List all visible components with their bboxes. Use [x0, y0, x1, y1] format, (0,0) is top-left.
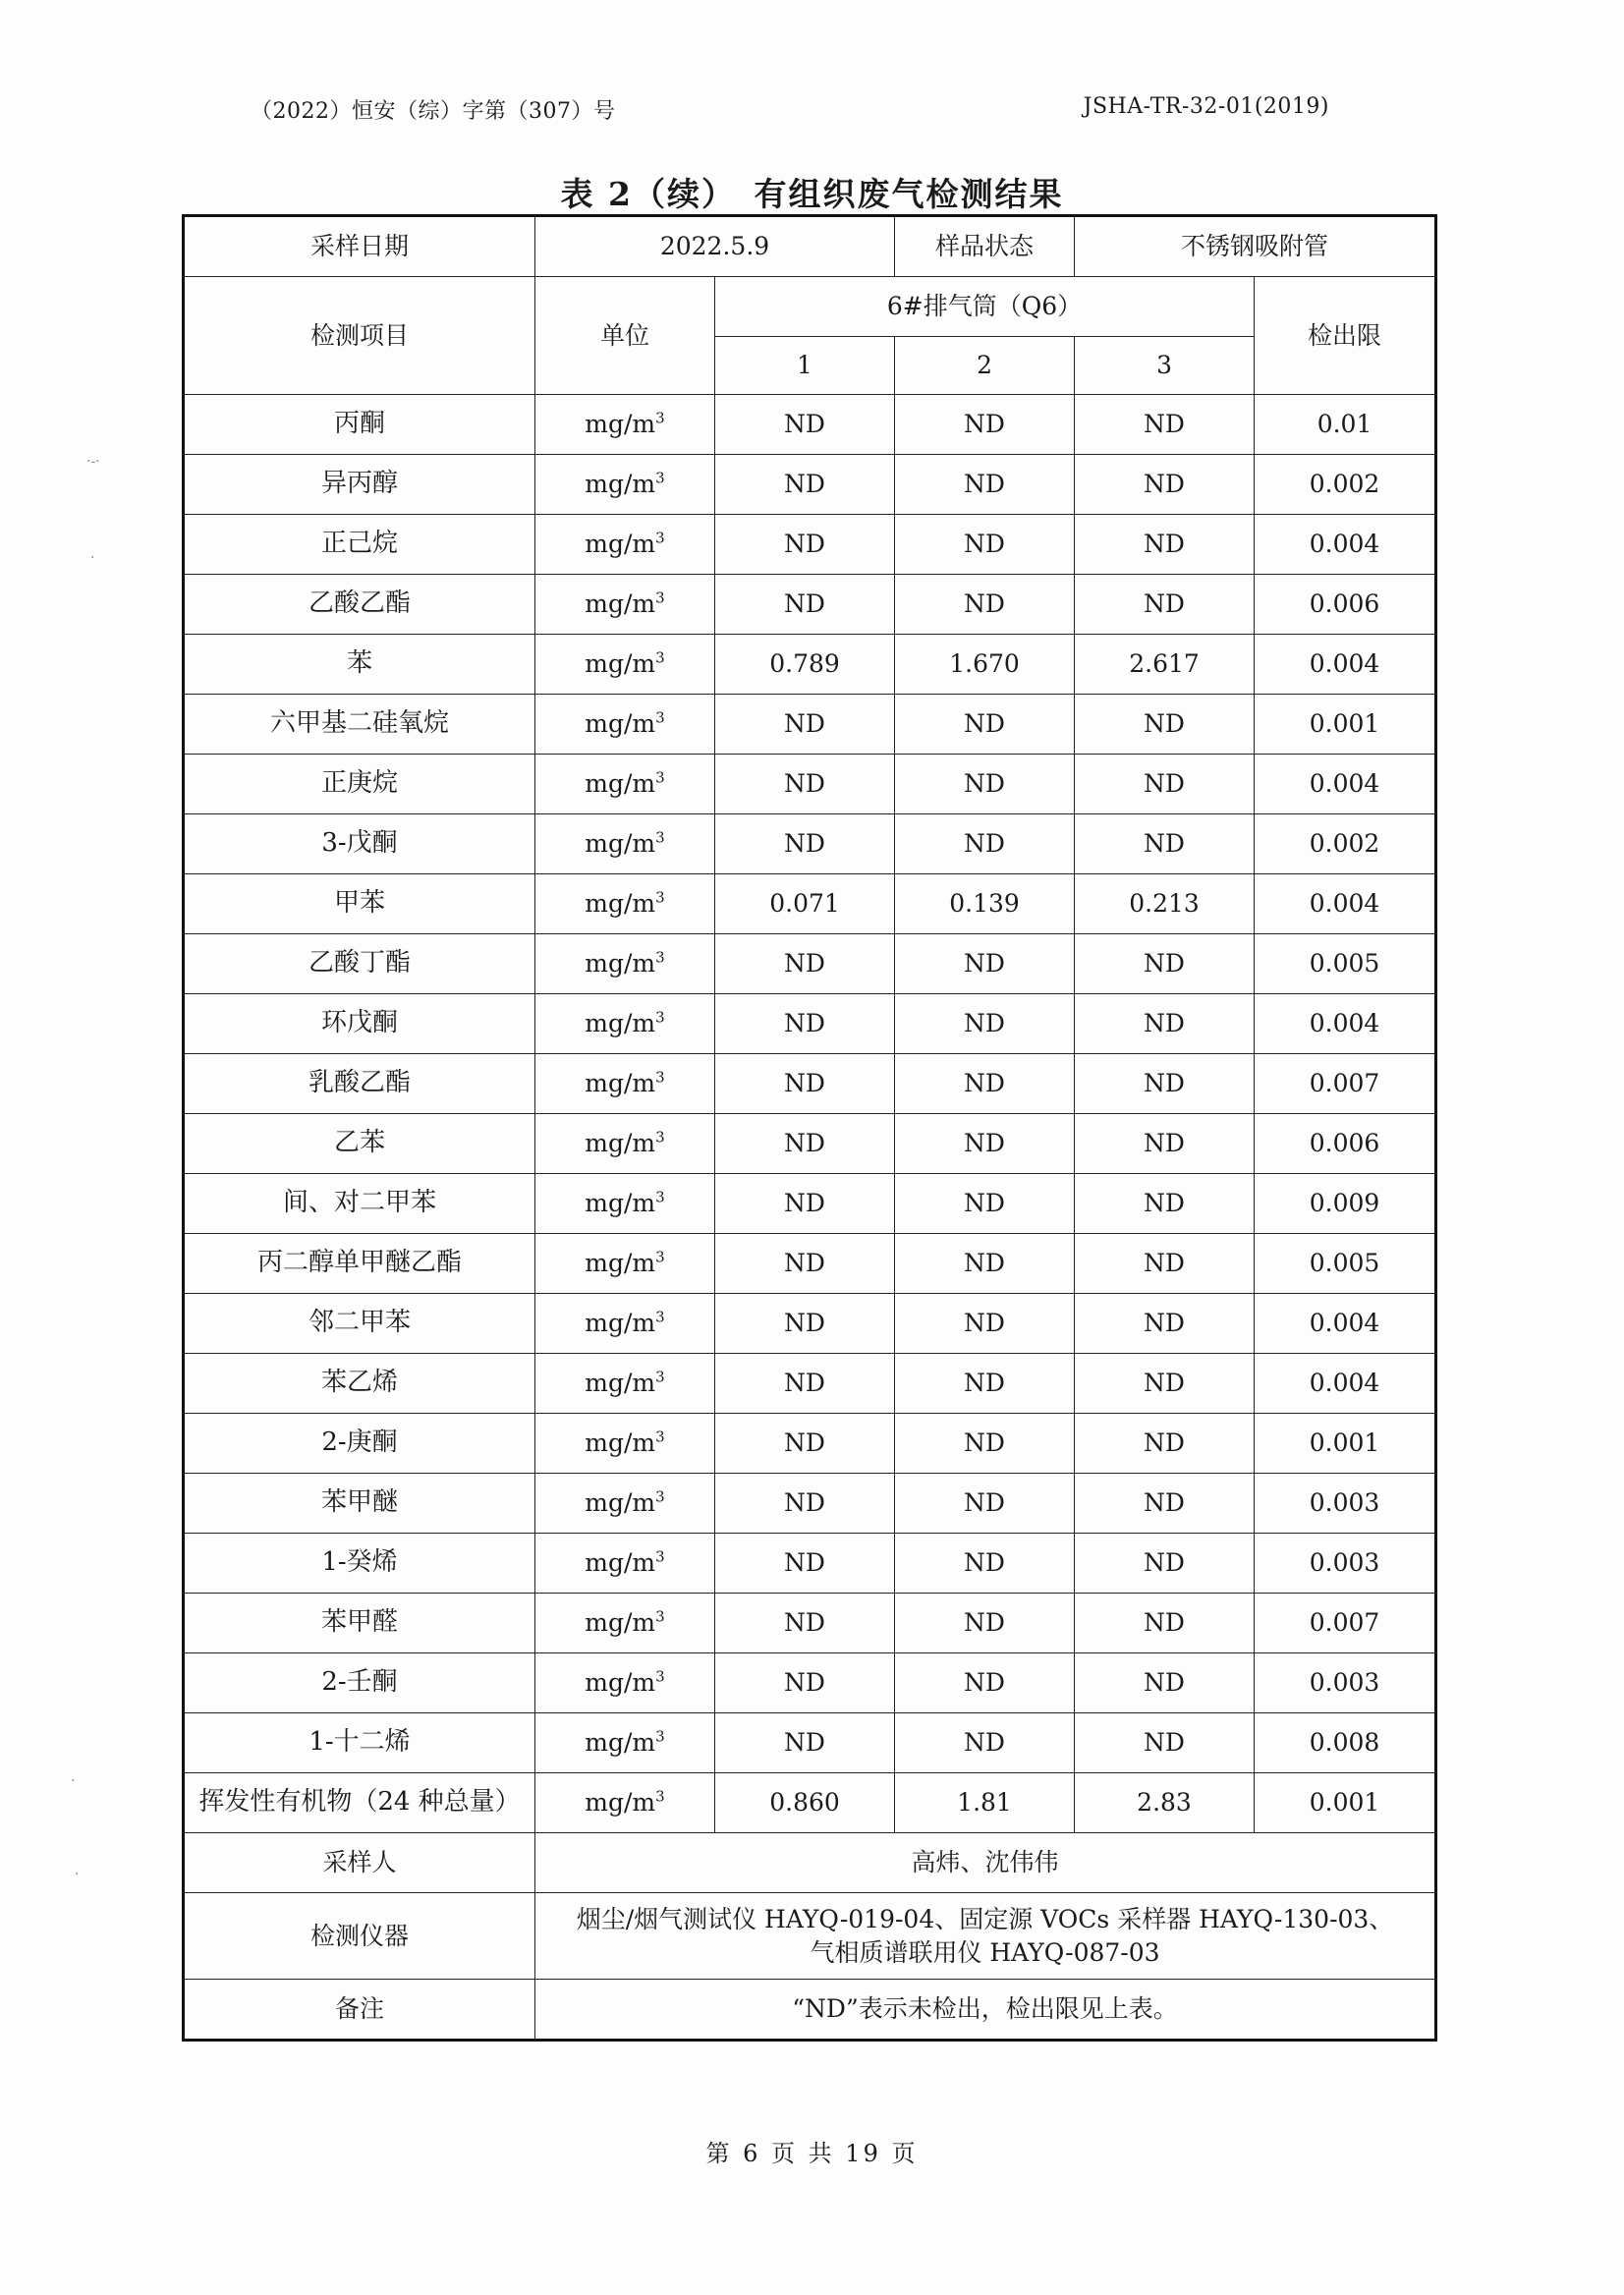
unit-base: mg/m	[585, 1189, 656, 1218]
sample-2-value: 0.139	[895, 874, 1075, 934]
detection-limit: 0.006	[1255, 575, 1436, 635]
unit-base: mg/m	[585, 769, 656, 799]
table-row	[184, 755, 1436, 814]
item-name: 苯	[184, 635, 535, 695]
unit-exponent: 3	[655, 588, 665, 607]
sample-3-value: 2.83	[1075, 1773, 1255, 1833]
unit-exponent: 3	[655, 1787, 665, 1806]
sample-2-value: ND	[895, 515, 1075, 575]
item-name: 丙二醇单甲醚乙酯	[184, 1234, 535, 1294]
unit-cell	[535, 994, 715, 1054]
table-row	[184, 1294, 1436, 1354]
unit-cell	[535, 1174, 715, 1234]
item-name: 1-十二烯	[184, 1713, 535, 1773]
sample-3-value: ND	[1075, 395, 1255, 455]
item-name: 苯甲醛	[184, 1594, 535, 1653]
sample-3-value: ND	[1075, 1174, 1255, 1234]
sample-1-value: ND	[715, 515, 895, 575]
sample-1-value: ND	[715, 1414, 895, 1474]
unit-base: mg/m	[585, 1488, 656, 1518]
date-value: 2022.5.9	[535, 216, 895, 277]
unit-exponent: 3	[655, 648, 665, 667]
detection-limit: 0.001	[1255, 1414, 1436, 1474]
unit-exponent: 3	[655, 1308, 665, 1326]
item-name: 1-癸烯	[184, 1534, 535, 1594]
unit-exponent: 3	[655, 1487, 665, 1506]
sample-3-value: ND	[1075, 1414, 1255, 1474]
unit-base: mg/m	[585, 1668, 656, 1698]
item-name: 丙酮	[184, 395, 535, 455]
sample-1-value: ND	[715, 994, 895, 1054]
unit-base: mg/m	[585, 709, 656, 739]
meta-row	[184, 216, 1436, 277]
sample-2-value: ND	[895, 1354, 1075, 1414]
sample-3-value: ND	[1075, 575, 1255, 635]
item-name: 邻二甲苯	[184, 1294, 535, 1354]
unit-cell	[535, 1294, 715, 1354]
table-row	[184, 1114, 1436, 1174]
table-row	[184, 1534, 1436, 1594]
sample-2-value: ND	[895, 1653, 1075, 1713]
sample-2-value: ND	[895, 1534, 1075, 1594]
sample-1-value: ND	[715, 455, 895, 515]
sample-3-value: ND	[1075, 1054, 1255, 1114]
table-row	[184, 575, 1436, 635]
detection-limit: 0.002	[1255, 814, 1436, 874]
detection-limit: 0.003	[1255, 1653, 1436, 1713]
sample-2-value: ND	[895, 575, 1075, 635]
item-name: 乙酸乙酯	[184, 575, 535, 635]
scan-speck: ·	[90, 550, 95, 566]
detection-limit: 0.005	[1255, 934, 1436, 994]
table-row	[184, 1054, 1436, 1114]
instrument-row	[184, 1893, 1436, 1980]
sample-3-value: 0.213	[1075, 874, 1255, 934]
sampler-label: 采样人	[184, 1833, 535, 1893]
unit-exponent: 3	[655, 1368, 665, 1386]
sample-3-value: ND	[1075, 455, 1255, 515]
detection-limit: 0.004	[1255, 1354, 1436, 1414]
sample-1-value: ND	[715, 1534, 895, 1594]
table-row	[184, 395, 1436, 455]
state-value: 不锈钢吸附管	[1075, 216, 1436, 277]
item-name: 甲苯	[184, 874, 535, 934]
unit-exponent: 3	[655, 1068, 665, 1087]
sample-3-value: ND	[1075, 1474, 1255, 1534]
unit-base: mg/m	[585, 1548, 656, 1578]
item-name: 3-戊酮	[184, 814, 535, 874]
sample-1-value: 0.789	[715, 635, 895, 695]
item-header: 检测项目	[184, 277, 535, 395]
sample-1-value: ND	[715, 814, 895, 874]
unit-cell	[535, 1354, 715, 1414]
sample-1-value: ND	[715, 575, 895, 635]
instrument-line-2: 气相质谱联用仪 HAYQ-087-03	[810, 1937, 1160, 1967]
table-row	[184, 814, 1436, 874]
instrument-value	[535, 1893, 1436, 1980]
unit-header: 单位	[535, 277, 715, 395]
unit-exponent: 3	[655, 1547, 665, 1566]
sample-3-value: ND	[1075, 1594, 1255, 1653]
detection-limit: 0.004	[1255, 1294, 1436, 1354]
unit-base: mg/m	[585, 1309, 656, 1338]
remark-value: “ND”表示未检出，检出限见上表。	[535, 1980, 1436, 2041]
unit-cell	[535, 455, 715, 515]
unit-exponent: 3	[655, 1727, 665, 1746]
detection-limit: 0.007	[1255, 1594, 1436, 1653]
item-name: 乳酸乙酯	[184, 1054, 535, 1114]
detection-limit: 0.009	[1255, 1174, 1436, 1234]
table-row	[184, 934, 1436, 994]
detection-limit: 0.002	[1255, 455, 1436, 515]
doc-number: （2022）恒安（综）字第（307）号	[251, 99, 616, 124]
table-row	[184, 1773, 1436, 1833]
sample-1-value: ND	[715, 755, 895, 814]
unit-cell	[535, 1594, 715, 1653]
table-row	[184, 1653, 1436, 1713]
unit-cell	[535, 1534, 715, 1594]
sample-2-value: ND	[895, 1114, 1075, 1174]
unit-base: mg/m	[585, 1728, 656, 1758]
table-row	[184, 1594, 1436, 1653]
sample-2-value: ND	[895, 1234, 1075, 1294]
item-name: 挥发性有机物（24 种总量）	[184, 1773, 535, 1833]
table-row	[184, 695, 1436, 755]
table-row	[184, 1234, 1436, 1294]
item-name: 2-庚酮	[184, 1414, 535, 1474]
unit-base: mg/m	[585, 1009, 656, 1038]
unit-exponent: 3	[655, 948, 665, 967]
sample-1-value: ND	[715, 1114, 895, 1174]
scan-speck: ·	[75, 1867, 80, 1882]
unit-cell	[535, 1653, 715, 1713]
table-row	[184, 455, 1436, 515]
table-title: 表 2（续） 有组织废气检测结果	[560, 175, 1064, 213]
instrument-label: 检测仪器	[184, 1893, 535, 1980]
sampler-value: 高炜、沈伟伟	[535, 1833, 1436, 1893]
sample-1-header: 1	[715, 337, 895, 395]
detection-limit: 0.004	[1255, 755, 1436, 814]
sample-1-value: ND	[715, 1234, 895, 1294]
unit-cell	[535, 1114, 715, 1174]
item-name: 乙酸丁酯	[184, 934, 535, 994]
sample-1-value: ND	[715, 1594, 895, 1653]
sample-2-value: ND	[895, 814, 1075, 874]
sample-2-header: 2	[895, 337, 1075, 395]
sample-1-value: ND	[715, 1054, 895, 1114]
unit-cell	[535, 874, 715, 934]
table-row	[184, 874, 1436, 934]
table-row	[184, 1474, 1436, 1534]
results-table	[182, 214, 1437, 2042]
unit-cell	[535, 395, 715, 455]
sample-1-value: ND	[715, 1294, 895, 1354]
sample-1-value: ND	[715, 1174, 895, 1234]
sample-3-value: ND	[1075, 934, 1255, 994]
detection-limit: 0.005	[1255, 1234, 1436, 1294]
sample-2-value: ND	[895, 755, 1075, 814]
unit-base: mg/m	[585, 1069, 656, 1098]
unit-exponent: 3	[655, 888, 665, 907]
item-name: 正己烷	[184, 515, 535, 575]
sample-1-value: ND	[715, 395, 895, 455]
item-name: 正庚烷	[184, 755, 535, 814]
unit-exponent: 3	[655, 828, 665, 847]
unit-base: mg/m	[585, 1249, 656, 1278]
instrument-line-1: 烟尘/烟气测试仪 HAYQ-019-04、固定源 VOCs 采样器 HAYQ-130-03、	[576, 1904, 1394, 1933]
sample-1-value: ND	[715, 695, 895, 755]
sample-3-value: 2.617	[1075, 635, 1255, 695]
table-row	[184, 1414, 1436, 1474]
form-code: JSHA-TR-32-01(2019)	[1083, 94, 1329, 119]
unit-exponent: 3	[655, 1248, 665, 1266]
table-row	[184, 635, 1436, 695]
scan-speck: ·	[71, 1773, 76, 1789]
item-name: 间、对二甲苯	[184, 1174, 535, 1234]
sample-3-value: ND	[1075, 994, 1255, 1054]
sample-2-value: 1.81	[895, 1773, 1075, 1833]
unit-exponent: 3	[655, 409, 665, 427]
unit-base: mg/m	[585, 649, 656, 679]
sample-2-value: ND	[895, 1174, 1075, 1234]
detection-limit: 0.003	[1255, 1534, 1436, 1594]
sample-3-value: ND	[1075, 1653, 1255, 1713]
sample-2-value: ND	[895, 1594, 1075, 1653]
sample-2-value: ND	[895, 395, 1075, 455]
item-name: 乙苯	[184, 1114, 535, 1174]
unit-cell	[535, 1054, 715, 1114]
item-name: 环戊酮	[184, 994, 535, 1054]
remark-row	[184, 1980, 1436, 2041]
sample-1-value: ND	[715, 1713, 895, 1773]
detection-limit: 0.007	[1255, 1054, 1436, 1114]
unit-base: mg/m	[585, 949, 656, 979]
unit-cell	[535, 934, 715, 994]
unit-cell	[535, 814, 715, 874]
unit-cell	[535, 515, 715, 575]
sample-3-value: ND	[1075, 814, 1255, 874]
sample-1-value: ND	[715, 1354, 895, 1414]
sample-2-value: ND	[895, 934, 1075, 994]
scan-speck: ·-·	[86, 454, 100, 470]
sample-3-value: ND	[1075, 1114, 1255, 1174]
sample-3-value: ND	[1075, 1354, 1255, 1414]
unit-base: mg/m	[585, 1608, 656, 1638]
sample-2-value: 1.670	[895, 635, 1075, 695]
table-row	[184, 994, 1436, 1054]
item-name: 苯乙烯	[184, 1354, 535, 1414]
outlet-header: 6#排气筒（Q6）	[715, 277, 1255, 337]
unit-cell	[535, 755, 715, 814]
unit-exponent: 3	[655, 1128, 665, 1147]
sample-3-value: ND	[1075, 1234, 1255, 1294]
sample-3-value: ND	[1075, 1534, 1255, 1594]
table-row	[184, 1713, 1436, 1773]
sample-1-value: ND	[715, 1653, 895, 1713]
sample-3-value: ND	[1075, 1294, 1255, 1354]
unit-base: mg/m	[585, 1788, 656, 1818]
sample-2-value: ND	[895, 455, 1075, 515]
unit-cell	[535, 1713, 715, 1773]
detection-limit: 0.008	[1255, 1713, 1436, 1773]
sample-3-value: ND	[1075, 755, 1255, 814]
detection-limit: 0.006	[1255, 1114, 1436, 1174]
sample-3-value: ND	[1075, 695, 1255, 755]
sample-2-value: ND	[895, 1414, 1075, 1474]
sample-2-value: ND	[895, 1713, 1075, 1773]
page-footer: 第 6 页 共 19 页	[705, 2140, 919, 2167]
unit-base: mg/m	[585, 829, 656, 859]
item-name: 六甲基二硅氧烷	[184, 695, 535, 755]
unit-base: mg/m	[585, 1428, 656, 1458]
sample-3-value: ND	[1075, 1713, 1255, 1773]
table-row	[184, 1174, 1436, 1234]
sample-2-value: ND	[895, 695, 1075, 755]
unit-cell	[535, 1234, 715, 1294]
unit-exponent: 3	[655, 529, 665, 547]
unit-exponent: 3	[655, 1188, 665, 1206]
sample-2-value: ND	[895, 1294, 1075, 1354]
detection-limit: 0.004	[1255, 994, 1436, 1054]
detection-limit: 0.003	[1255, 1474, 1436, 1534]
unit-exponent: 3	[655, 708, 665, 727]
unit-cell	[535, 695, 715, 755]
item-name: 异丙醇	[184, 455, 535, 515]
state-label: 样品状态	[895, 216, 1075, 277]
header-row-1	[184, 277, 1436, 337]
unit-cell	[535, 575, 715, 635]
table-row	[184, 515, 1436, 575]
detection-limit: 0.004	[1255, 515, 1436, 575]
unit-exponent: 3	[655, 1607, 665, 1626]
item-name: 苯甲醚	[184, 1474, 535, 1534]
detection-limit: 0.001	[1255, 695, 1436, 755]
unit-cell	[535, 1474, 715, 1534]
unit-base: mg/m	[585, 589, 656, 619]
unit-exponent: 3	[655, 1667, 665, 1686]
detection-limit: 0.001	[1255, 1773, 1436, 1833]
sample-1-value: ND	[715, 934, 895, 994]
unit-base: mg/m	[585, 530, 656, 559]
sampler-row	[184, 1833, 1436, 1893]
item-name: 2-壬酮	[184, 1653, 535, 1713]
unit-base: mg/m	[585, 889, 656, 919]
sample-1-value: 0.860	[715, 1773, 895, 1833]
unit-cell	[535, 1773, 715, 1833]
sample-1-value: 0.071	[715, 874, 895, 934]
sample-2-value: ND	[895, 994, 1075, 1054]
sample-1-value: ND	[715, 1474, 895, 1534]
limit-header: 检出限	[1255, 277, 1436, 395]
detection-limit: 0.01	[1255, 395, 1436, 455]
unit-base: mg/m	[585, 410, 656, 439]
remark-label: 备注	[184, 1980, 535, 2041]
unit-exponent: 3	[655, 1008, 665, 1027]
sample-2-value: ND	[895, 1054, 1075, 1114]
unit-cell	[535, 635, 715, 695]
unit-cell	[535, 1414, 715, 1474]
table-row	[184, 1354, 1436, 1414]
unit-exponent: 3	[655, 1427, 665, 1446]
sample-3-header: 3	[1075, 337, 1255, 395]
sample-3-value: ND	[1075, 515, 1255, 575]
unit-exponent: 3	[655, 768, 665, 787]
unit-base: mg/m	[585, 1369, 656, 1398]
sample-2-value: ND	[895, 1474, 1075, 1534]
detection-limit: 0.004	[1255, 635, 1436, 695]
date-label: 采样日期	[184, 216, 535, 277]
unit-exponent: 3	[655, 469, 665, 487]
detection-limit: 0.004	[1255, 874, 1436, 934]
unit-base: mg/m	[585, 1129, 656, 1158]
unit-base: mg/m	[585, 470, 656, 499]
